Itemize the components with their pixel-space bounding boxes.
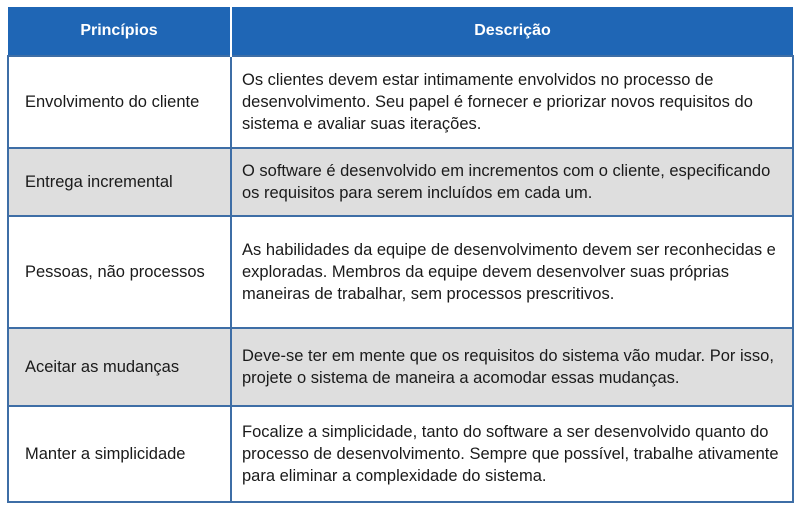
description-cell: Focalize a simplicidade, tanto do software a ser desenvolvido quanto do processo de desenvolvimento. Sempre que possível, trabalhe ativamente para eliminar a complexidade do sistema. xyxy=(231,406,793,502)
principle-cell: Aceitar as mudanças xyxy=(8,328,231,406)
description-cell: O software é desenvolvido em incrementos com o cliente, especificando os requisitos para serem incluídos em cada um. xyxy=(231,148,793,216)
principle-cell: Manter a simplicidade xyxy=(8,406,231,502)
header-principles: Princípios xyxy=(8,7,231,56)
table-row xyxy=(8,56,793,148)
principles-table-container xyxy=(7,7,792,501)
table-row xyxy=(8,148,793,216)
principle-cell: Pessoas, não processos xyxy=(8,216,231,328)
table-row xyxy=(8,328,793,406)
table-row xyxy=(8,216,793,328)
agile-principles-table xyxy=(7,7,794,503)
table-row xyxy=(8,406,793,502)
description-cell: As habilidades da equipe de desenvolvimento devem ser reconhecidas e exploradas. Membros da equipe devem desenvolver suas próprias maneiras de trabalhar, sem processos prescritivos. xyxy=(231,216,793,328)
description-cell: Os clientes devem estar intimamente envolvidos no processo de desenvolvimento. Seu papel é fornecer e priorizar novos requisitos do sistema e avaliar suas iterações. xyxy=(231,56,793,148)
header-description: Descrição xyxy=(231,7,793,56)
table-header-row xyxy=(8,7,793,56)
description-cell: Deve-se ter em mente que os requisitos do sistema vão mudar. Por isso, projete o sistema de maneira a acomodar essas mudanças. xyxy=(231,328,793,406)
principle-cell: Entrega incremental xyxy=(8,148,231,216)
principle-cell: Envolvimento do cliente xyxy=(8,56,231,148)
